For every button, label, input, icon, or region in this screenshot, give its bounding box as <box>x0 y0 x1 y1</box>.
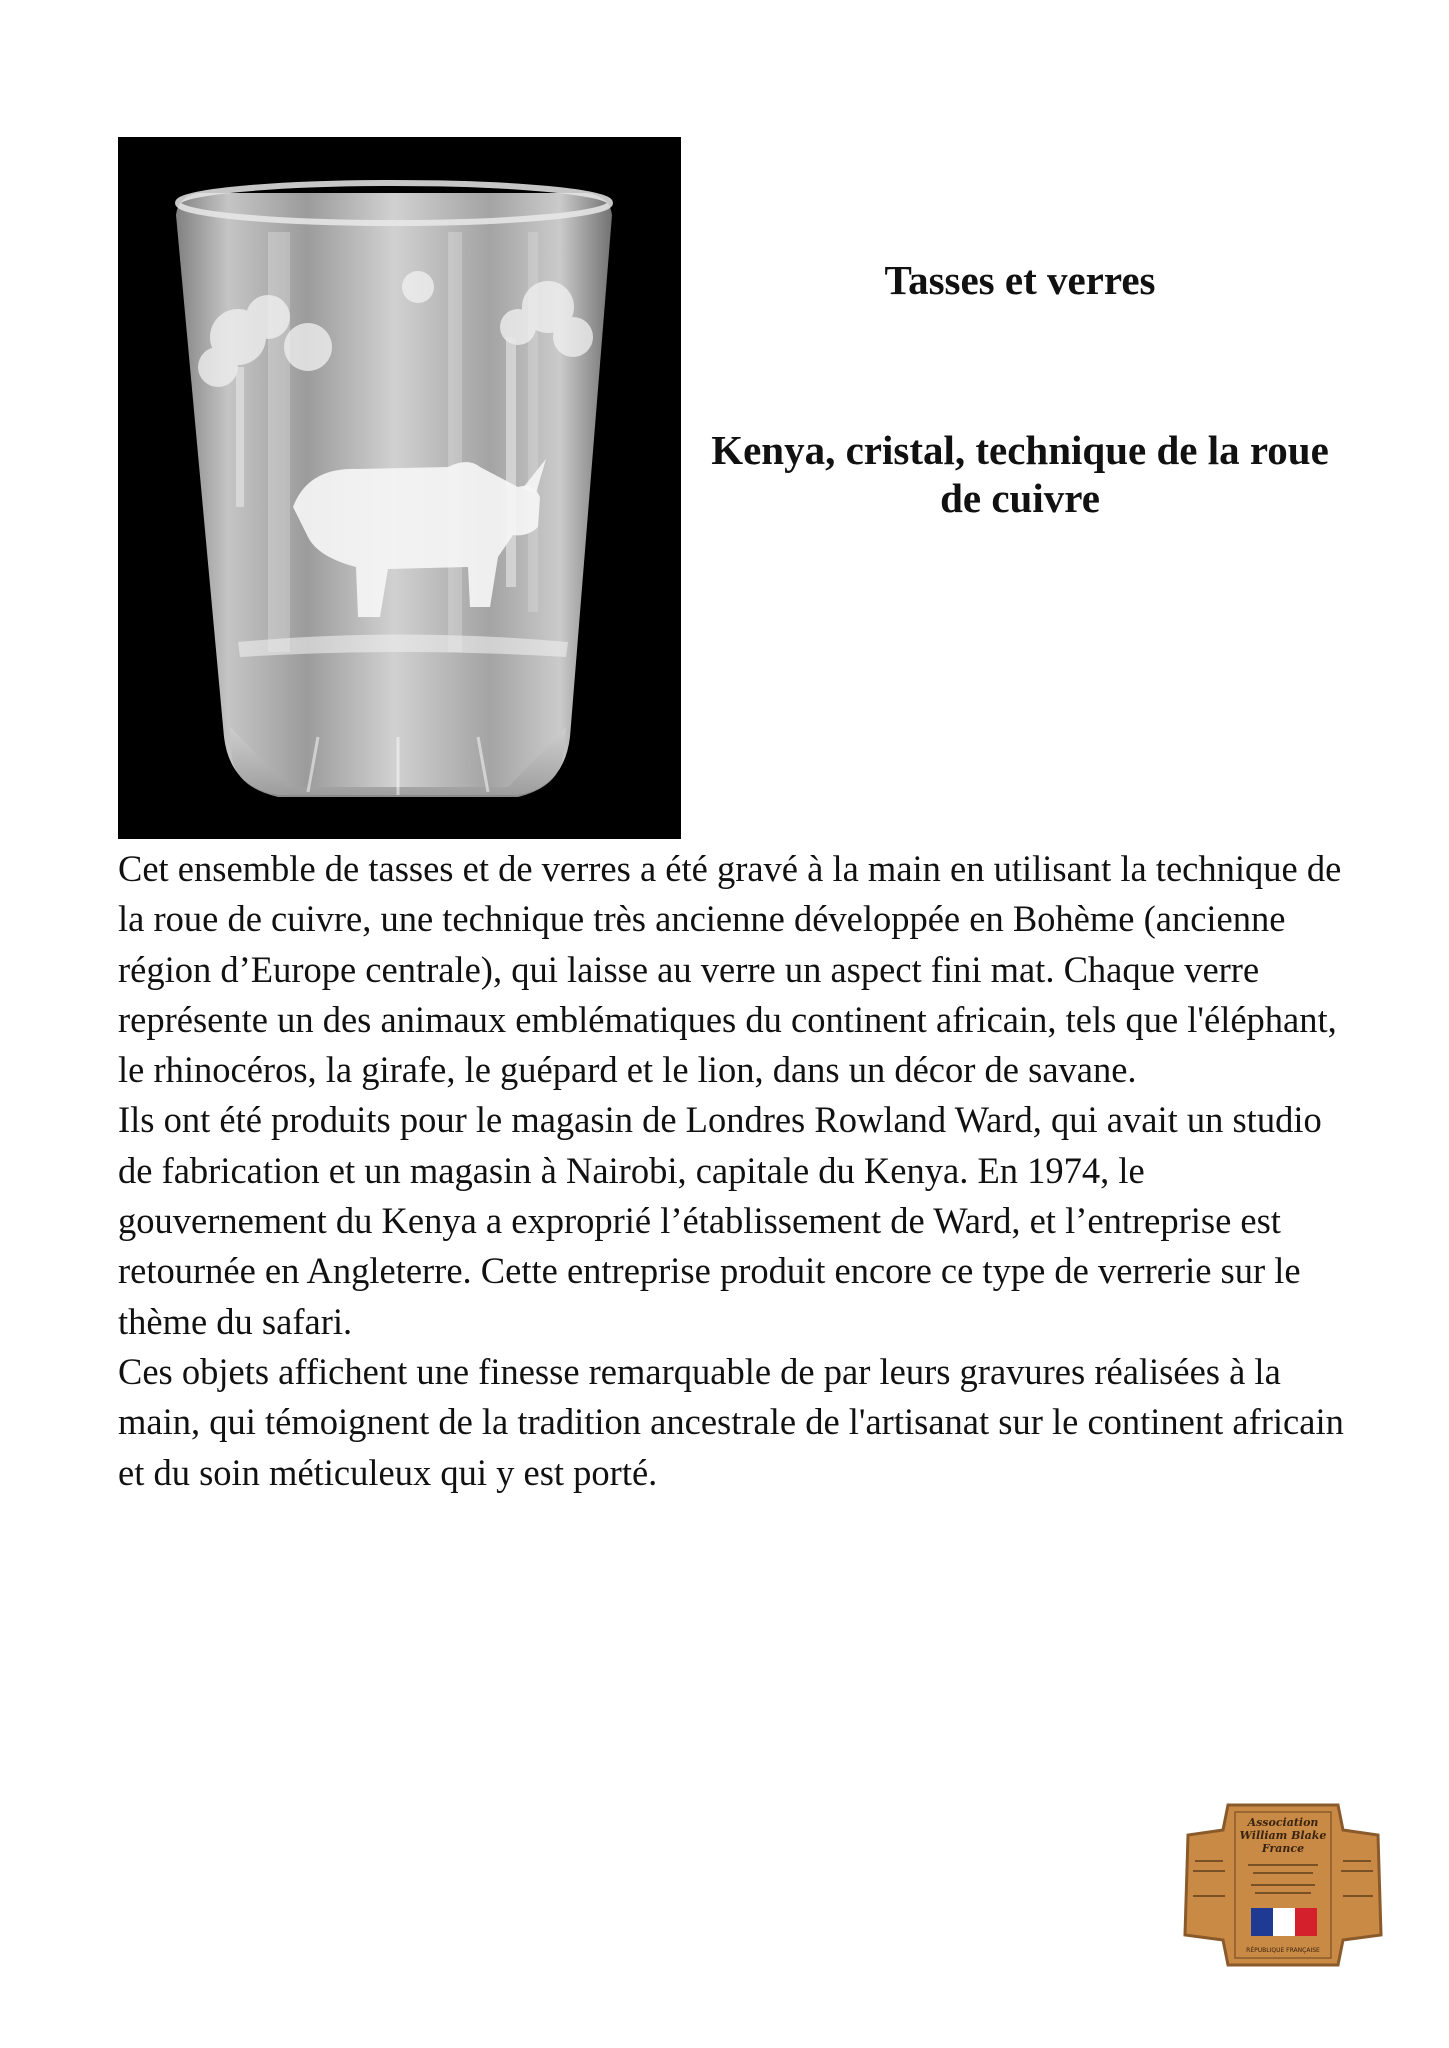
page-subtitle: Kenya, cristal, technique de la roue de cuivre <box>711 427 1329 521</box>
description-text <box>118 844 1358 1498</box>
stamp-footer: RÉPUBLIQUE FRANÇAISE <box>1246 1947 1320 1954</box>
engraved-glass-illustration <box>118 137 681 839</box>
paragraph: Ces objets affichent une finesse remarquable de par leurs gravures réalisées à la main, qui témoignent de la tradition ancestrale de l'artisanat sur le continent africain et du soin méticuleux qui y est porté. <box>118 1350 1344 1493</box>
page-title: Tasses et verres <box>884 257 1156 303</box>
stamp-name-1: Association <box>1247 1816 1319 1829</box>
association-stamp <box>1183 1800 1383 1970</box>
stamp-name-3: France <box>1261 1842 1305 1855</box>
stamp-name-2: William Blake <box>1239 1829 1327 1842</box>
french-flag-icon <box>1251 1908 1317 1936</box>
paragraph: Ils ont été produits pour le magasin de Londres Rowland Ward, qui avait un studio de fabrication et un magasin à Nairobi, capitale du Kenya. En 1974, le gouvernement du Kenya a exproprié l’établissement de Ward, et l’entreprise est retournée en Angleterre. Cette entreprise produit encore ce type de verrerie sur le thème du safari. <box>118 1099 1322 1342</box>
paragraph: Cet ensemble de tasses et de verres a été gravé à la main en utilisant la technique de la roue de cuivre, une technique très ancienne développée en Bohème (ancienne région d’Europe centrale), qui laisse au verre un aspect fini mat. Chaque verre représente un des animaux emblématiques du continent africain, tels que l'éléphant, le rhinocéros, la girafe, le guépard et le lion, dans un décor de savane. <box>118 848 1342 1091</box>
glass-photo <box>118 137 681 839</box>
